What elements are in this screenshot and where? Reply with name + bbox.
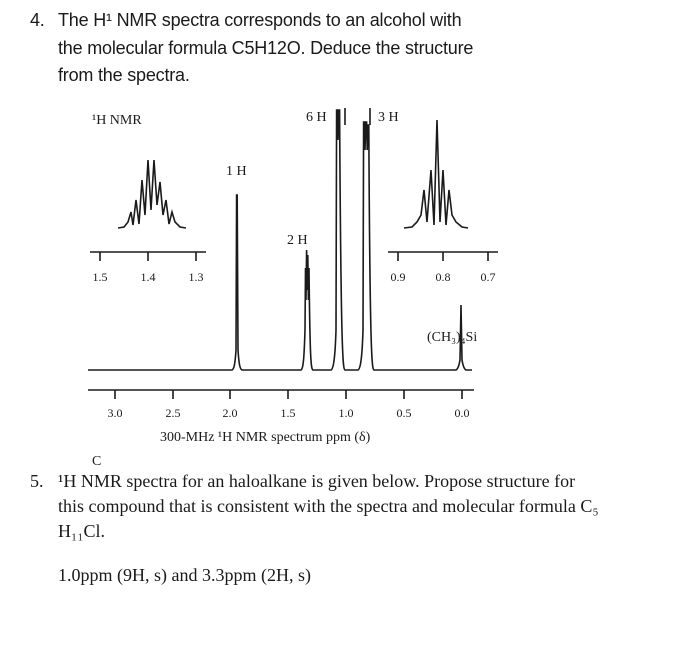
question-5-line-3: H₁₁Cl. xyxy=(58,521,106,541)
main-axis-tick-label: 2.5 xyxy=(165,406,181,420)
main-axis-tick-label: 1.5 xyxy=(280,406,296,420)
main-axis-tick-label: 3.0 xyxy=(107,406,123,420)
tms-label: (CH₃)₄Si xyxy=(427,330,478,345)
handwritten-letter: C xyxy=(92,454,102,469)
peak-label-1h: 1 H xyxy=(226,164,247,179)
left-inset-tick-label: 1.3 xyxy=(188,270,204,284)
main-axis-tick-label: 0.5 xyxy=(396,406,412,420)
question-5-line-1: ¹H NMR spectra for an haloalkane is given below. Propose structure for xyxy=(58,471,576,491)
question-4-line-1: The H¹ NMR spectra corresponds to an alcohol with xyxy=(58,10,462,30)
question-4-line-3: from the spectra. xyxy=(58,65,190,85)
right-inset-multiplet xyxy=(404,120,468,228)
right-inset-tick-label: 0.8 xyxy=(435,270,451,284)
right-inset-tick-label: 0.9 xyxy=(390,270,406,284)
axis-caption: 300-MHz ¹H NMR spectrum ppm (δ) xyxy=(160,430,371,445)
peak-label-6h: 6 H xyxy=(306,110,327,125)
right-inset-tick-label: 0.7 xyxy=(480,270,496,284)
main-axis-tick-label: 2.0 xyxy=(222,406,238,420)
spectrum-trace xyxy=(88,110,472,370)
peak-label-2h: 2 H xyxy=(287,233,308,248)
question-4-number: 4. xyxy=(30,10,45,30)
main-axis-tick-label: 1.0 xyxy=(338,406,354,420)
question-5-number: 5. xyxy=(30,471,44,491)
left-inset-multiplet xyxy=(118,160,186,228)
left-inset-tick-label: 1.4 xyxy=(140,270,156,284)
left-inset-tick-label: 1.5 xyxy=(92,270,108,284)
question-5-line-2: this compound that is consistent with the spectra and molecular formula C₅ xyxy=(58,496,599,516)
question-5-data: 1.0ppm (9H, s) and 3.3ppm (2H, s) xyxy=(58,565,311,585)
question-4-line-2: the molecular formula C5H12O. Deduce the structure xyxy=(58,38,474,58)
peak-label-3h: 3 H xyxy=(378,110,399,125)
nmr-label: ¹H NMR xyxy=(92,113,142,128)
main-axis-tick-label: 0.0 xyxy=(454,406,470,420)
